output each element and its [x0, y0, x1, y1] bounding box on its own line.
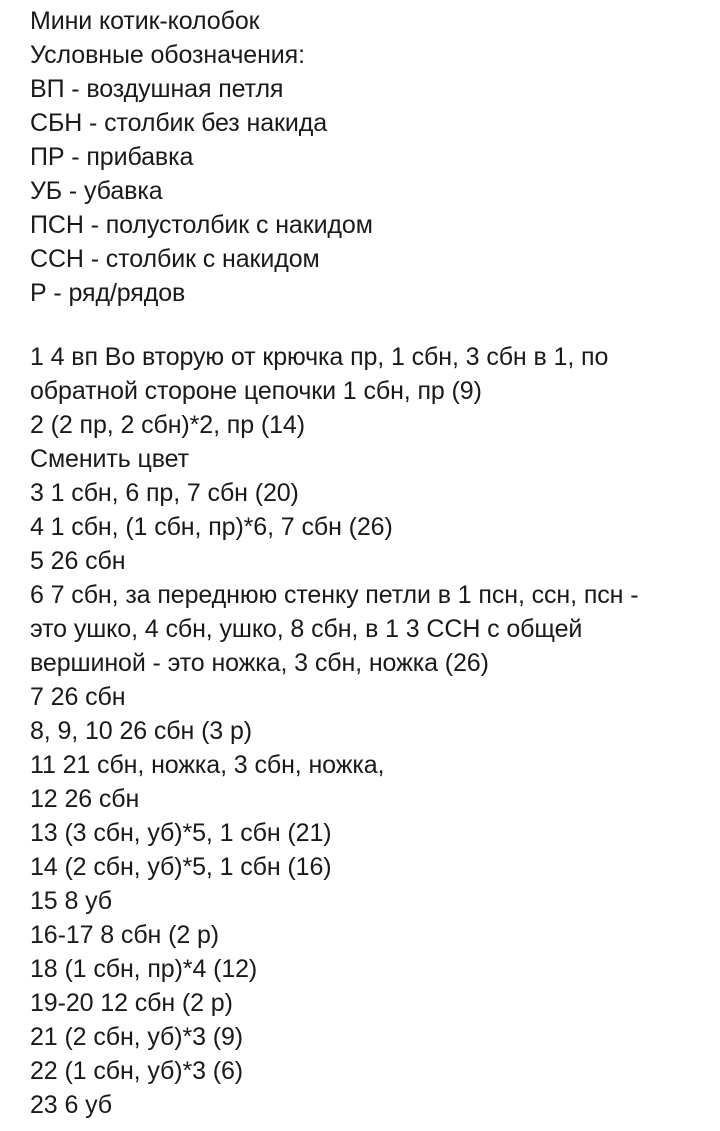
pattern-row: 6 7 сбн, за переднюю стенку петли в 1 псн, ссн, псн - [30, 581, 639, 609]
pattern-row: 16-17 8 сбн (2 р) [30, 921, 220, 949]
pattern-row: Сменить цвет [30, 445, 189, 473]
pattern-row: вершиной - это ножка, 3 сбн, ножка (26) [30, 649, 489, 677]
pattern-row: 15 8 уб [30, 887, 113, 915]
legend-item: ССН - столбик с накидом [30, 245, 320, 273]
pattern-row: 11 21 сбн, ножка, 3 сбн, ножка, [30, 751, 385, 779]
pattern-row: 7 26 сбн [30, 683, 126, 711]
pattern-row: 22 (1 сбн, уб)*3 (6) [30, 1057, 244, 1085]
legend-list [30, 72, 710, 310]
pattern-rows [30, 340, 710, 1122]
legend-item: ПСН - полустолбик с накидом [30, 211, 373, 239]
pattern-row: 19-20 12 сбн (2 р) [30, 989, 233, 1017]
pattern-row: 13 (3 сбн, уб)*5, 1 сбн (21) [30, 819, 332, 847]
pattern-row: 12 26 сбн [30, 785, 140, 813]
pattern-row: 4 1 сбн, (1 сбн, пр)*6, 7 сбн (26) [30, 513, 393, 541]
pattern-row: 5 26 сбн [30, 547, 126, 575]
pattern-row: 23 6 уб [30, 1091, 113, 1119]
document-title: Мини котик-колобок [30, 7, 260, 35]
pattern-row: 3 1 сбн, 6 пр, 7 сбн (20) [30, 479, 299, 507]
pattern-row: 8, 9, 10 26 сбн (3 р) [30, 717, 252, 745]
pattern-row: 1 4 вп Во вторую от крючка пр, 1 сбн, 3 сбн в 1, по [30, 343, 609, 371]
legend-item: УБ - убавка [30, 177, 163, 205]
pattern-document [30, 4, 710, 1122]
pattern-row: 18 (1 сбн, пр)*4 (12) [30, 955, 258, 983]
legend-item: Р - ряд/рядов [30, 279, 186, 307]
legend-heading: Условные обозначения: [30, 41, 305, 69]
legend-item: ВП - воздушная петля [30, 75, 284, 103]
section-spacer [30, 310, 710, 340]
pattern-row: 2 (2 пр, 2 сбн)*2, пр (14) [30, 411, 305, 439]
legend-item: ПР - прибавка [30, 143, 194, 171]
pattern-row: 14 (2 сбн, уб)*5, 1 сбн (16) [30, 853, 332, 881]
pattern-row: 21 (2 сбн, уб)*3 (9) [30, 1023, 244, 1051]
pattern-row: это ушко, 4 сбн, ушко, 8 сбн, в 1 3 ССН с общей [30, 615, 583, 643]
pattern-row: обратной стороне цепочки 1 сбн, пр (9) [30, 377, 482, 405]
legend-item: СБН - столбик без накида [30, 109, 328, 137]
